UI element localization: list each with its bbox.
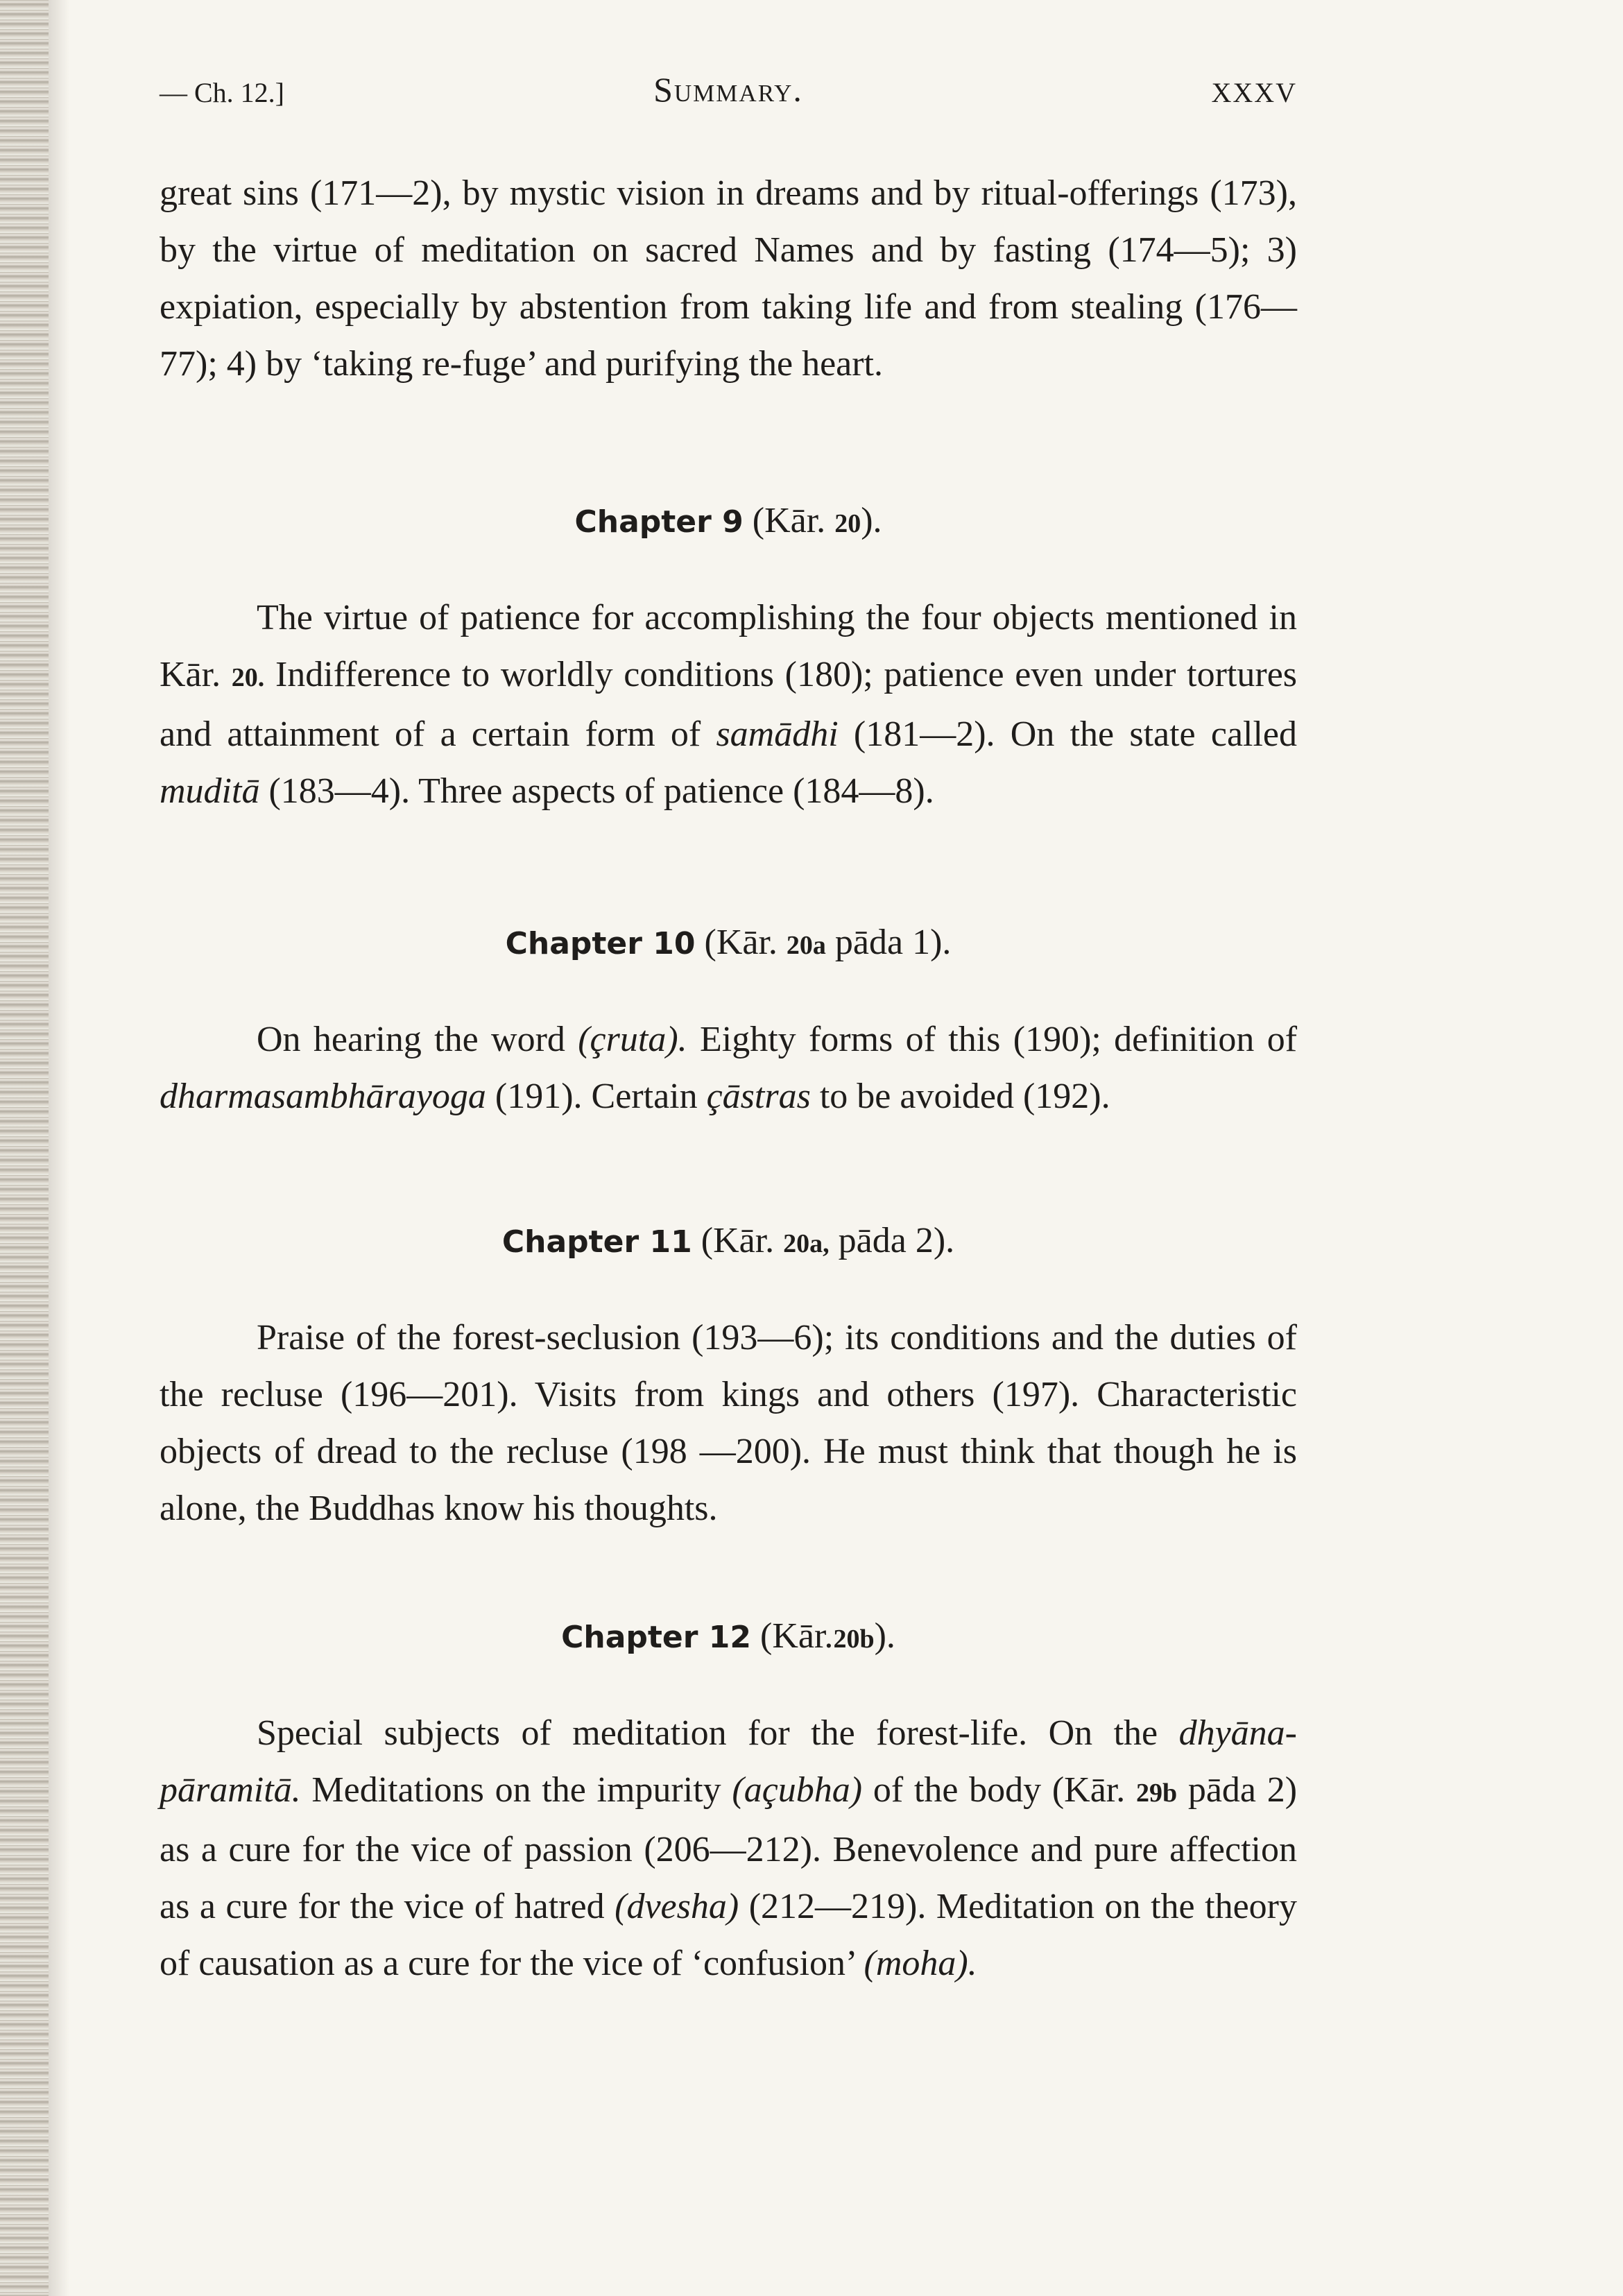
chapter-9-heading bbox=[160, 492, 1297, 552]
ch9-text-4: (183—4). Three aspects of patience (184—8). bbox=[268, 771, 934, 811]
ch10-text-2: Eighty forms of this (190); definition of bbox=[699, 1020, 1298, 1059]
running-header bbox=[160, 69, 1297, 125]
ch12-text-2: Meditations on the impurity bbox=[311, 1770, 721, 1810]
chapter-11-ref-open: (Kār. bbox=[701, 1221, 775, 1260]
chapter-12-summary bbox=[160, 1705, 1297, 1992]
chapter-9-label: Chapter 9 bbox=[574, 504, 744, 540]
chapter-10-kar-number: 20a bbox=[786, 931, 826, 960]
ch10-text-1: On hearing the word bbox=[257, 1020, 565, 1059]
ch10-text-3: (191). Certain bbox=[495, 1077, 698, 1116]
chapter-11-kar-number: 20a, bbox=[783, 1229, 830, 1258]
chapter-10-ref-close: pāda 1). bbox=[834, 923, 952, 962]
ch9-term-samadhi: samādhi bbox=[716, 714, 839, 754]
ch12-text-3: of the body (Kār. bbox=[873, 1770, 1126, 1810]
ch9-text-1: The virtue of patience for accomplishing the four objects mentioned in Kār. bbox=[160, 598, 1297, 694]
ch9-text-3: (181—2). On the state called bbox=[853, 714, 1297, 754]
page-binding-edge bbox=[0, 0, 49, 2296]
chapter-9-ref-close: ). bbox=[861, 501, 882, 540]
chapter-10-summary bbox=[160, 1011, 1297, 1125]
ch12-text-1: Special subjects of meditation for the forest-life. On the bbox=[257, 1713, 1158, 1753]
chapter-10-label: Chapter 10 bbox=[505, 926, 696, 961]
ch9-text-2: Indifference to worldly conditions (180); patience even under tortures and attainment of a certain form of bbox=[160, 655, 1298, 754]
chapter-12-ref-close: ). bbox=[874, 1616, 895, 1656]
chapter-9-ref-open: (Kār. bbox=[752, 501, 826, 540]
chapter-12-ref-open: (Kār. bbox=[760, 1616, 834, 1656]
ch10-term-castras: çāstras bbox=[706, 1077, 811, 1116]
running-title: Summary. bbox=[653, 70, 803, 109]
chapter-12-heading bbox=[160, 1608, 1297, 1668]
chapter-reference: — Ch. 12.] bbox=[160, 77, 284, 108]
chapter-10-ref-open: (Kār. bbox=[704, 923, 778, 962]
chapter-11-heading bbox=[160, 1213, 1297, 1272]
ch12-text-5: (212—219). Meditation on the theory of causation as a cure for the vice of ‘confusion’ bbox=[160, 1887, 1297, 1983]
chapter-12-kar-number: 20b bbox=[833, 1625, 875, 1654]
ch12-text-4: pāda 2) as a cure for the vice of passion (206—212). Benevolence and pure affection as a cure for the vice of hatred bbox=[160, 1770, 1298, 1926]
ch10-text-4: to be avoided (192). bbox=[819, 1077, 1110, 1116]
chapter-11-summary: Praise of the forest-seclusion (193—6); its conditions and the duties of the recluse (196—201). Visits from kings and others (197). Characteristic objects of dread to the recluse (198 —200). He must think that though he is alone, the Buddhas know his thoughts. bbox=[160, 1318, 1297, 1528]
ch12-term-acubha: (açubha) bbox=[732, 1770, 863, 1810]
chapter-10-heading bbox=[160, 914, 1297, 974]
chapter-11-label: Chapter 11 bbox=[501, 1224, 692, 1260]
ch12-term-dvesha: (dvesha) bbox=[615, 1887, 739, 1926]
ch12-term-moha: (moha). bbox=[864, 1944, 977, 1983]
page-number: XXXV bbox=[1211, 77, 1297, 108]
ch9-kar-ref: 20. bbox=[231, 663, 265, 692]
ch12-kar-ref: 29b bbox=[1135, 1779, 1178, 1808]
chapter-12-label: Chapter 12 bbox=[561, 1620, 752, 1655]
intro-paragraph: great sins (171—2), by mystic vision in dreams and by ritual-offerings (173), by the virtue of meditation on sacred Names and by fasting (174—5); 3) expiation, especially by abstention from taking life and from stealing (176—77); 4) by ‘taking re-fuge’ and purifying the heart. bbox=[160, 173, 1297, 384]
ch10-term-dharmasambharayoga: dharmasambhārayoga bbox=[160, 1077, 486, 1116]
ch9-term-mudita: muditā bbox=[160, 771, 260, 811]
chapter-9-kar-number: 20 bbox=[834, 509, 861, 538]
ch12-term-dhyana-paramita: dhyāna-pāramitā. bbox=[160, 1713, 1297, 1810]
ch10-term-cruta: (çruta). bbox=[578, 1020, 687, 1059]
chapter-11-ref-close: pāda 2). bbox=[838, 1221, 955, 1260]
chapter-9-summary bbox=[160, 590, 1297, 820]
